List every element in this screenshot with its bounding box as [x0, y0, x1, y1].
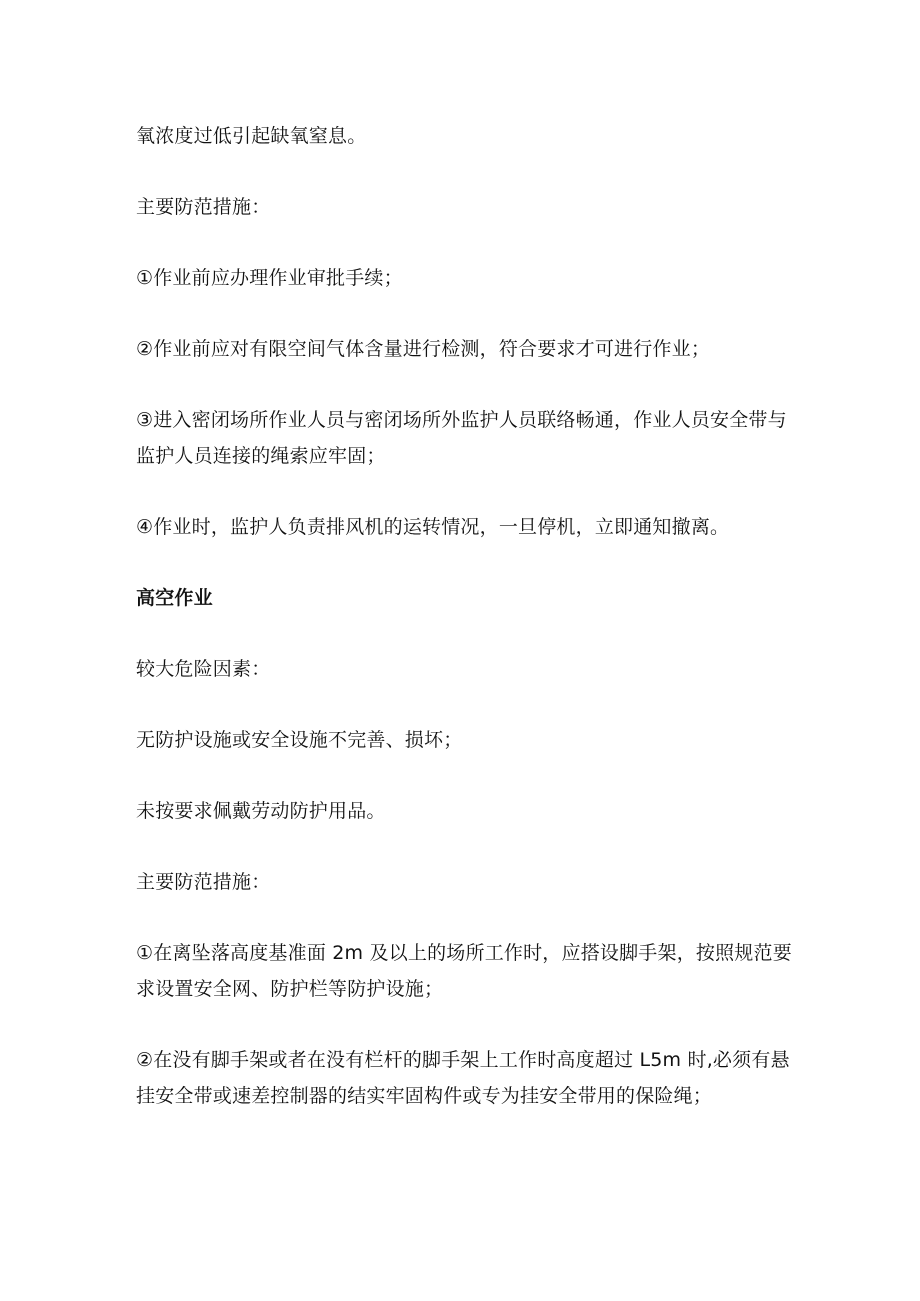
paragraph-risk-1: 无防护设施或安全设施不完善、损坏； — [136, 729, 463, 751]
paragraph-measure-4: ④作业时，监护人负责排风机的运转情况，一旦停机，立即通知撤离。 — [136, 516, 730, 538]
paragraph-altitude-measure-1: ①在离坠落高度基准面 2m 及以上的场所工作时，应搭设脚手架，按照规范要求设置安全网、防护栏等防护设施； — [136, 942, 792, 1000]
paragraph-measures-label-2: 主要防范措施： — [136, 871, 271, 893]
paragraph-risk-label: 较大危险因素： — [136, 658, 271, 680]
document-body — [136, 118, 796, 1114]
paragraph-measures-label: 主要防范措施： — [136, 196, 271, 218]
paragraph-altitude-measure-2: ②在没有脚手架或者在没有栏杆的脚手架上工作时高度超过 L5m 时,必须有悬挂安全带或速差控制器的结实牢固构件或专为挂安全带用的保险绳； — [136, 1049, 790, 1107]
paragraph-measure-1: ①作业前应办理作业审批手续； — [136, 267, 403, 289]
paragraph-anoxia: 氧浓度过低引起缺氧窒息。 — [136, 125, 367, 147]
paragraph-risk-2: 未按要求佩戴劳动防护用品。 — [136, 800, 386, 822]
paragraph-measure-3: ③进入密闭场所作业人员与密闭场所外监护人员联络畅通，作业人员安全带与监护人员连接的绳索应牢固； — [136, 409, 787, 467]
section-heading-high-altitude: 高空作业 — [136, 587, 213, 609]
paragraph-measure-2: ②作业前应对有限空间气体含量进行检测，符合要求才可进行作业； — [136, 338, 711, 360]
